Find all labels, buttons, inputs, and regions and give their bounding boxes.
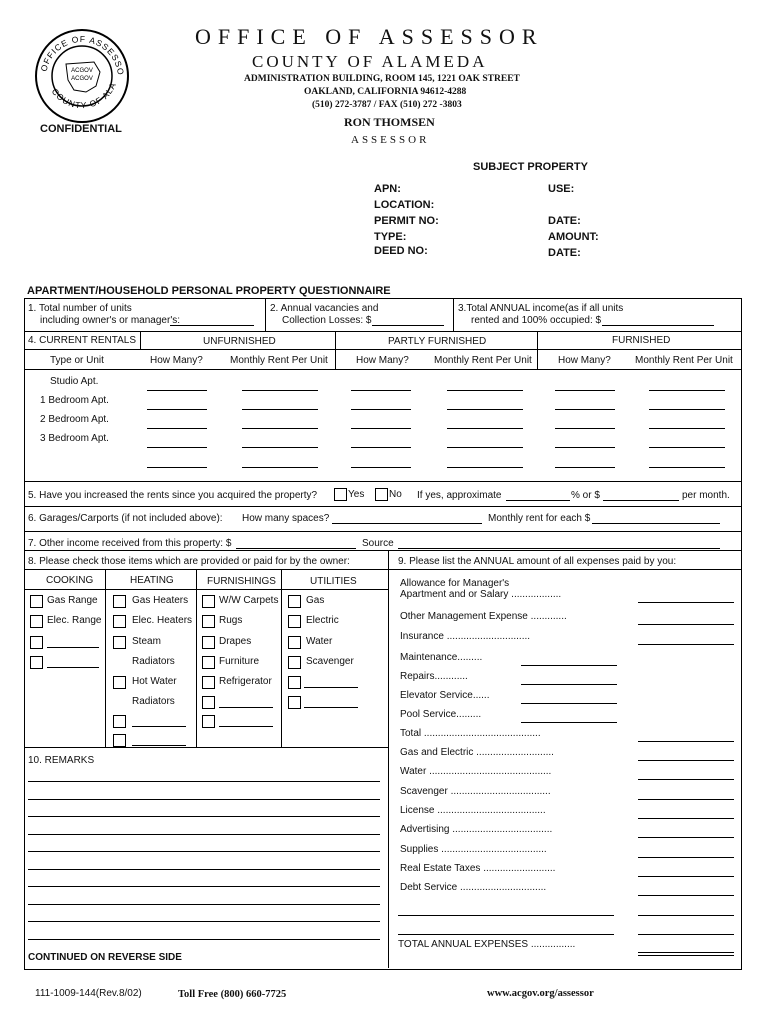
heating-item-label: Steam (132, 636, 161, 647)
utility-item-label: Water (306, 636, 333, 647)
furnished-header: FURNISHED (612, 335, 671, 346)
subject-property-title: SUBJECT PROPERTY (473, 161, 588, 173)
utility-checkbox[interactable] (288, 676, 301, 689)
utility-other-input[interactable] (304, 687, 358, 688)
continued-label: CONTINUED ON REVERSE SIDE (28, 952, 182, 963)
assessor-seal (34, 28, 130, 124)
q1-label-b: including owner's or manager's: (40, 315, 180, 326)
county-title: COUNTY OF ALAMEDA (252, 52, 488, 71)
cooking-header: COOKING (46, 575, 94, 586)
q5-yes-label: Yes (348, 489, 365, 500)
monthly-rent-input[interactable] (447, 409, 523, 410)
q3-label-b: rented and 100% occupied: $ (471, 315, 602, 326)
col-how-many-2: How Many? (356, 355, 409, 366)
how-many-input[interactable] (351, 467, 411, 468)
col-how-many-3: How Many? (558, 355, 611, 366)
expense-advertising-input[interactable] (638, 837, 734, 838)
cooking-checkbox[interactable] (30, 615, 43, 628)
q6-rent-label: Monthly rent for each $ (488, 513, 591, 524)
unit-type-label: Studio Apt. (50, 376, 99, 387)
furnishing-item-label: Refrigerator (219, 676, 272, 687)
q7-label: 7. Other income received from this property: $ (28, 538, 232, 549)
expense-scavenger-input[interactable] (638, 799, 734, 800)
heating-item-label: Gas Heaters (132, 595, 189, 606)
remarks-line[interactable] (28, 816, 380, 817)
date2-label: DATE: (548, 247, 581, 259)
svg-text:OFFICE OF ASSESSOR: OFFICE OF ASSESSO (38, 33, 127, 77)
furnishing-item-label: Rugs (219, 615, 243, 626)
type-label: TYPE: (374, 231, 407, 243)
furnishing-other-input[interactable] (219, 707, 273, 708)
remarks-line[interactable] (28, 834, 380, 835)
apn-label: APN: (374, 183, 401, 195)
furnishing-other-input[interactable] (219, 726, 273, 727)
expense-supplies-input[interactable] (638, 857, 734, 858)
heating-checkbox[interactable] (113, 676, 126, 689)
expense-pool-label: Pool Service......... (400, 709, 482, 720)
expense-maintenance-input[interactable] (521, 665, 617, 666)
q8-label: 8. Please check those items which are provided or paid for by the owner: (28, 556, 350, 567)
q2-input[interactable] (372, 325, 444, 326)
expense-other_mgmt-label: Other Management Expense ............. (400, 611, 567, 622)
how-many-input[interactable] (147, 390, 207, 391)
deed-label: DEED NO: (374, 245, 428, 257)
how-many-input[interactable] (555, 409, 615, 410)
expense-supplies-label: Supplies ...................................... (400, 844, 547, 855)
partly-furnished-header: PARTLY FURNISHED (388, 336, 487, 347)
cooking-item-label: Elec. Range (47, 615, 102, 626)
q5-per-month-label: per month. (682, 490, 730, 501)
how-many-input[interactable] (555, 467, 615, 468)
utility-checkbox[interactable] (288, 615, 301, 628)
unit-type-label: 2 Bedroom Apt. (40, 414, 109, 425)
how-many-input[interactable] (147, 467, 207, 468)
amount-label: AMOUNT: (548, 231, 599, 243)
questionnaire-title: APARTMENT/HOUSEHOLD PERSONAL PROPERTY QUESTIONNAIRE (27, 285, 391, 297)
heating-other-input[interactable] (132, 745, 186, 746)
col-type-or-unit: Type or Unit (50, 355, 104, 366)
q6-spaces-input[interactable] (332, 523, 482, 524)
monthly-rent-input[interactable] (649, 409, 725, 410)
assessor-title: ASSESSOR (351, 134, 430, 146)
col-rent-3: Monthly Rent Per Unit (635, 355, 733, 366)
permit-label: PERMIT NO: (374, 215, 439, 227)
utility-checkbox[interactable] (288, 595, 301, 608)
allowance-label: Allowance for Manager's (400, 578, 510, 589)
heating-other-input[interactable] (132, 726, 186, 727)
cooking-checkbox[interactable] (30, 636, 43, 649)
svg-text:ACGOV: ACGOV (71, 76, 93, 82)
monthly-rent-input[interactable] (649, 467, 725, 468)
expense-taxes-label: Real Estate Taxes .......................... (400, 863, 556, 874)
total-annual-expenses-label: TOTAL ANNUAL EXPENSES ................ (398, 939, 576, 950)
monthly-rent-input[interactable] (447, 447, 523, 448)
how-many-input[interactable] (147, 447, 207, 448)
q6-rent-input[interactable] (592, 523, 720, 524)
expense-water-input[interactable] (638, 779, 734, 780)
expense-advertising-label: Advertising .................................... (400, 824, 553, 835)
monthly-rent-input[interactable] (242, 390, 318, 391)
q7-amount-input[interactable] (236, 548, 356, 549)
svg-text:COUNTY OF ALAMEDA: COUNTY OF ALA (49, 80, 119, 111)
heating-item-label: Radiators (132, 656, 175, 667)
utility-checkbox[interactable] (288, 656, 301, 669)
q5-if-yes-label: If yes, approximate (417, 490, 502, 501)
expense-water-label: Water ............................................ (400, 766, 552, 777)
address-line-1: ADMINISTRATION BUILDING, ROOM 145, 1221 OAK STREET (244, 74, 520, 84)
how-many-input[interactable] (555, 447, 615, 448)
utility-item-label: Scavenger (306, 656, 354, 667)
expense-elevator-input[interactable] (521, 703, 617, 704)
how-many-input[interactable] (351, 428, 411, 429)
expense-insurance-input[interactable] (638, 644, 734, 645)
monthly-rent-input[interactable] (242, 467, 318, 468)
expense-gas_elec-input[interactable] (638, 760, 734, 761)
date-label: DATE: (548, 215, 581, 227)
q2-label-a: 2. Annual vacancies and (270, 303, 379, 314)
q1-input[interactable] (170, 325, 254, 326)
furnishing-checkbox[interactable] (202, 636, 215, 649)
monthly-rent-input[interactable] (649, 447, 725, 448)
remarks-line[interactable] (28, 886, 380, 887)
cooking-item-label: Gas Range (47, 595, 98, 606)
how-many-input[interactable] (147, 409, 207, 410)
cooking-checkbox[interactable] (30, 595, 43, 608)
expense-other-label-input[interactable] (398, 934, 614, 935)
q5-amount-input[interactable] (603, 500, 679, 501)
heating-item-label: Hot Water (132, 676, 177, 687)
heating-checkbox[interactable] (113, 636, 126, 649)
remarks-line[interactable] (28, 904, 380, 905)
cooking-checkbox[interactable] (30, 656, 43, 669)
expense-elevator-label: Elevator Service...... (400, 690, 490, 701)
furnishing-checkbox[interactable] (202, 676, 215, 689)
remarks-line[interactable] (28, 799, 380, 800)
expense-license-input[interactable] (638, 818, 734, 819)
expense-maintenance-label: Maintenance......... (400, 652, 483, 663)
monthly-rent-input[interactable] (447, 390, 523, 391)
q3-label-a: 3.Total ANNUAL income(as if all units (458, 303, 624, 314)
unit-type-label: 1 Bedroom Apt. (40, 395, 109, 406)
heating-checkbox[interactable] (113, 615, 126, 628)
expense-gas_elec-label: Gas and Electric ............................ (400, 747, 554, 758)
expense-repairs-input[interactable] (521, 684, 617, 685)
expense-allowance2-input[interactable] (638, 602, 734, 603)
furnishing-item-label: Drapes (219, 636, 252, 647)
expense-other-input[interactable] (638, 915, 734, 916)
q6-spaces-label: How many spaces? (242, 513, 330, 524)
furnishing-checkbox[interactable] (202, 656, 215, 669)
unit-type-label: 3 Bedroom Apt. (40, 433, 109, 444)
monthly-rent-input[interactable] (649, 428, 725, 429)
furnishing-item-label: W/W Carpets (219, 595, 279, 606)
address-line-2: OAKLAND, CALIFORNIA 94612-4288 (304, 87, 467, 97)
utility-checkbox[interactable] (288, 696, 301, 709)
q6-label: 6. Garages/Carports (if not included above): (28, 513, 223, 524)
q5-percent-label: % or $ (571, 490, 600, 501)
unfurnished-header: UNFURNISHED (203, 336, 276, 347)
expense-pool-input[interactable] (521, 722, 617, 723)
expense-scavenger-label: Scavenger .................................... (400, 786, 551, 797)
expense-allowance2-label: Apartment and or Salary .................. (400, 589, 562, 600)
toll-free: Toll Free (800) 660-7725 (178, 989, 287, 1000)
furnishing-checkbox[interactable] (202, 595, 215, 608)
furnishing-checkbox[interactable] (202, 696, 215, 709)
heating-checkbox[interactable] (113, 734, 126, 747)
monthly-rent-input[interactable] (242, 447, 318, 448)
utility-checkbox[interactable] (288, 636, 301, 649)
q5-yes-checkbox[interactable] (334, 488, 347, 501)
utility-other-input[interactable] (304, 707, 358, 708)
col-how-many-1: How Many? (150, 355, 203, 366)
remarks-line[interactable] (28, 781, 380, 782)
q7-source-input[interactable] (398, 548, 720, 549)
heating-item-label: Radiators (132, 696, 175, 707)
expense-total-label: Total .......................................... (400, 728, 541, 739)
furnishing-item-label: Furniture (219, 656, 260, 667)
how-many-input[interactable] (555, 390, 615, 391)
how-many-input[interactable] (147, 428, 207, 429)
q5-label: 5. Have you increased the rents since you acquired the property? (28, 490, 318, 501)
furnishing-checkbox[interactable] (202, 715, 215, 728)
cooking-other-input[interactable] (47, 667, 99, 668)
q7-source-label: Source (362, 538, 394, 549)
how-many-input[interactable] (351, 409, 411, 410)
q2-label-b: Collection Losses: $ (282, 315, 372, 326)
expense-debt-label: Debt Service ............................... (400, 882, 547, 893)
expense-taxes-input[interactable] (638, 876, 734, 877)
office-title: OFFICE OF ASSESSOR (195, 24, 544, 49)
heating-checkbox[interactable] (113, 715, 126, 728)
expense-other-input[interactable] (638, 934, 734, 935)
remarks-label: 10. REMARKS (28, 755, 95, 766)
furnishings-header: FURNISHINGS (207, 576, 276, 587)
q5-no-label: No (389, 489, 402, 500)
utility-item-label: Gas (306, 595, 325, 606)
monthly-rent-input[interactable] (242, 428, 318, 429)
current-rentals-label: 4. CURRENT RENTALS (28, 335, 136, 346)
cooking-other-input[interactable] (47, 647, 99, 648)
col-rent-2: Monthly Rent Per Unit (434, 355, 532, 366)
confidential-label: CONFIDENTIAL (40, 123, 122, 135)
q5-no-checkbox[interactable] (375, 488, 388, 501)
how-many-input[interactable] (351, 447, 411, 448)
q3-input[interactable] (602, 325, 714, 326)
expense-other-label-input[interactable] (398, 915, 614, 916)
expense-other_mgmt-input[interactable] (638, 624, 734, 625)
utility-item-label: Electric (306, 615, 339, 626)
expense-debt-input[interactable] (638, 895, 734, 896)
expense-insurance-label: Insurance .............................. (400, 631, 531, 642)
location-label: LOCATION: (374, 199, 435, 211)
expense-license-label: License ....................................... (400, 805, 546, 816)
assessor-name: RON THOMSEN (344, 115, 435, 129)
how-many-input[interactable] (555, 428, 615, 429)
heating-header: HEATING (130, 575, 174, 586)
monthly-rent-input[interactable] (447, 428, 523, 429)
expense-repairs-label: Repairs............ (400, 671, 468, 682)
q1-label-a: 1. Total number of units (28, 303, 132, 314)
q9-label: 9. Please list the ANNUAL amount of all expenses paid by you: (398, 556, 677, 567)
monthly-rent-input[interactable] (649, 390, 725, 391)
remarks-line[interactable] (28, 939, 380, 940)
total-annual-expenses-input[interactable] (638, 952, 734, 953)
form-number: 111-1009-144(Rev.8/02) (35, 988, 142, 999)
q5-approx-input[interactable] (506, 500, 570, 501)
use-label: USE: (548, 183, 575, 195)
remarks-line[interactable] (28, 921, 380, 922)
phone-line: (510) 272-3787 / FAX (510) 272 -3803 (312, 100, 462, 110)
col-rent-1: Monthly Rent Per Unit (230, 355, 328, 366)
remarks-line[interactable] (28, 851, 380, 852)
expense-total-input[interactable] (638, 741, 734, 742)
utilities-header: UTILITIES (310, 576, 357, 587)
heating-checkbox[interactable] (113, 595, 126, 608)
how-many-input[interactable] (351, 390, 411, 391)
monthly-rent-input[interactable] (447, 467, 523, 468)
website: www.acgov.org/assessor (487, 988, 594, 999)
svg-text:ACGOV: ACGOV (71, 68, 93, 74)
remarks-line[interactable] (28, 869, 380, 870)
total-annual-expenses-underline (638, 955, 734, 956)
heating-item-label: Elec. Heaters (132, 615, 193, 626)
monthly-rent-input[interactable] (242, 409, 318, 410)
furnishing-checkbox[interactable] (202, 615, 215, 628)
